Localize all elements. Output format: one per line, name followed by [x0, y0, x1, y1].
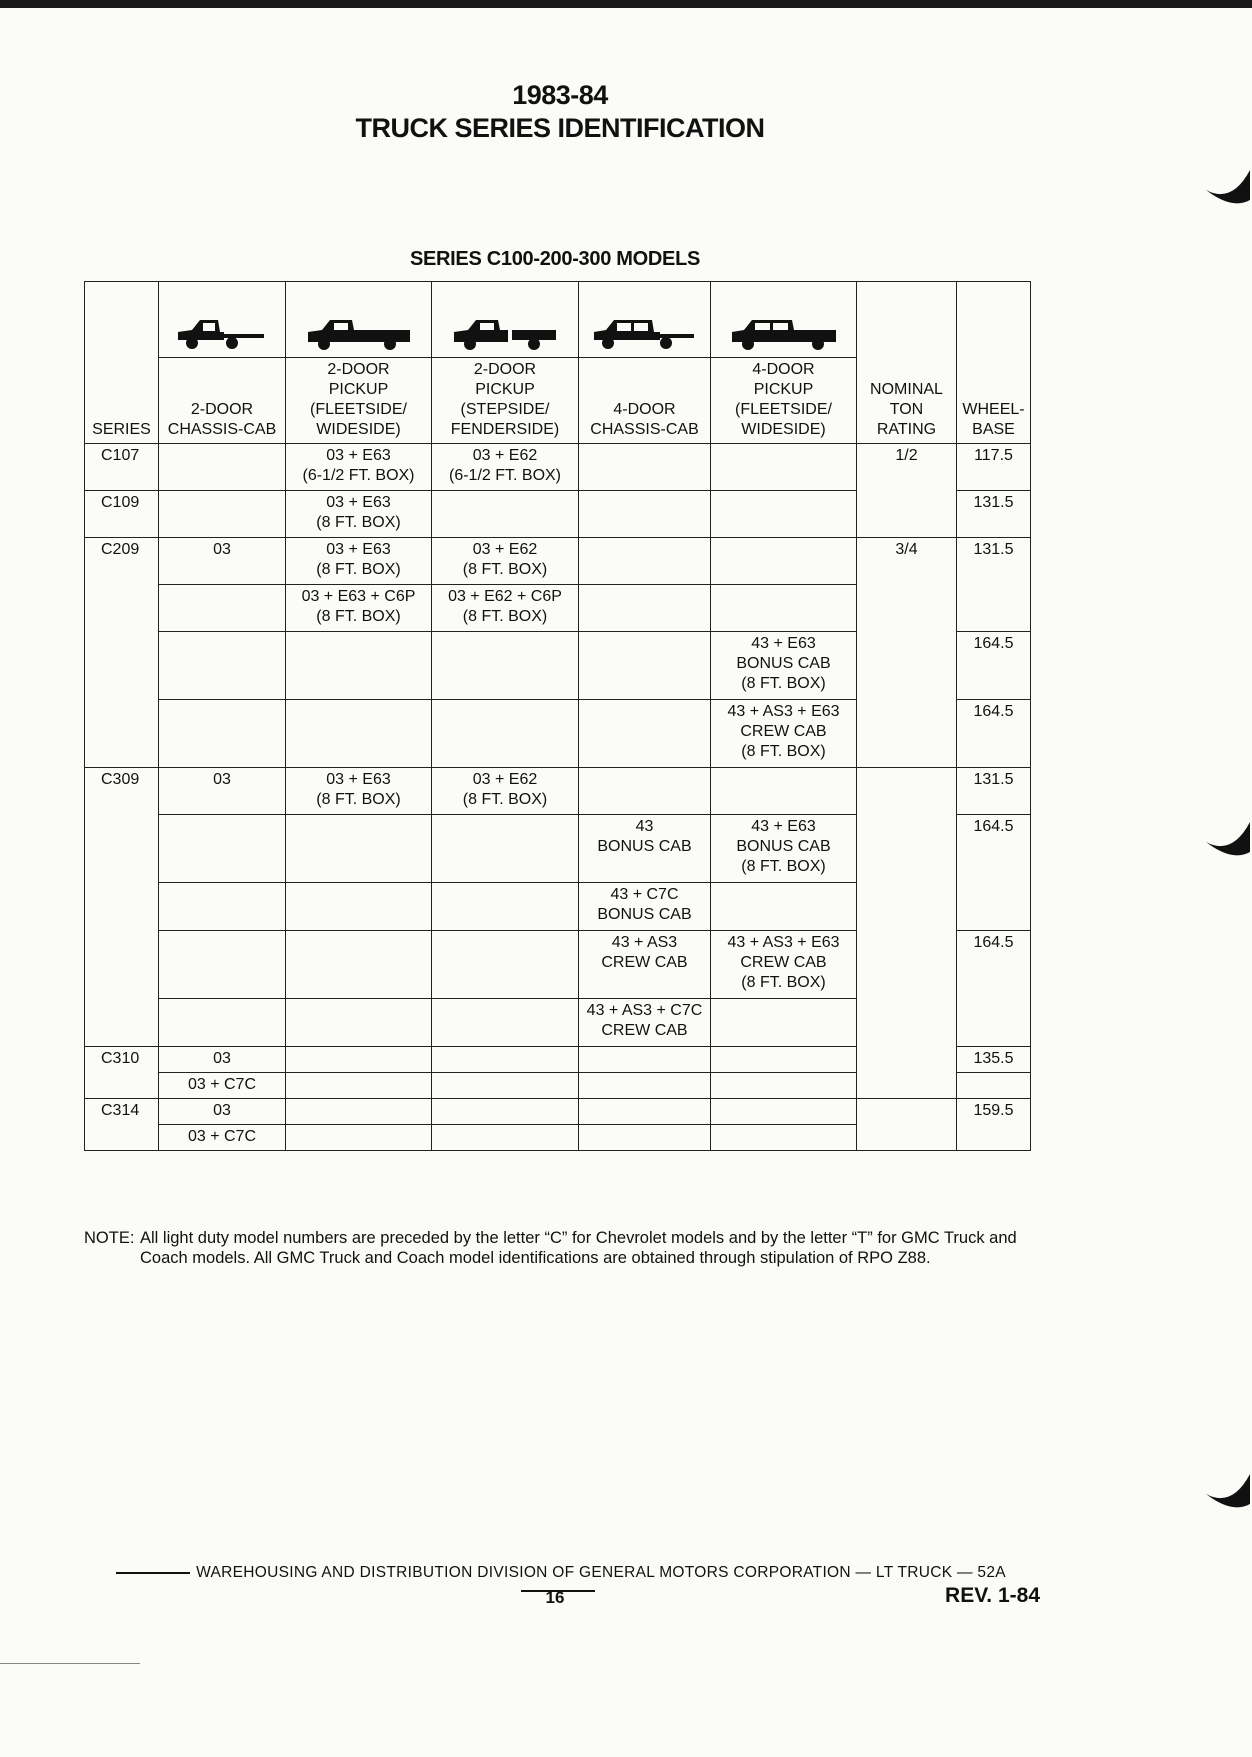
page-title: TRUCK SERIES IDENTIFICATION: [355, 113, 765, 143]
table-cell: [579, 1047, 711, 1073]
wheelbase-cell: 131.5: [957, 768, 1031, 815]
col-icon-cell: [711, 282, 857, 358]
ton-rating-cell: 3/4: [857, 538, 957, 768]
table-cell: 43 + AS3 CREW CAB: [579, 931, 711, 999]
ton-rating-cell: 1/2: [857, 444, 957, 538]
table-cell: [711, 538, 857, 585]
series-cell: C209: [85, 538, 159, 768]
table-cell: [159, 931, 286, 999]
note-label: NOTE:: [84, 1229, 135, 1247]
table-cell: 03 + E63 (6-1/2 FT. BOX): [286, 444, 432, 491]
series-cell: C107: [85, 444, 159, 491]
column-header: 2-DOOR PICKUP (STEPSIDE/ FENDERSIDE): [432, 358, 579, 444]
table-cell: [432, 1125, 579, 1151]
table-cell: 43 + AS3 + E63 CREW CAB (8 FT. BOX): [711, 700, 857, 768]
table-cell: 03 + E62 (6-1/2 FT. BOX): [432, 444, 579, 491]
table-cell: [711, 1047, 857, 1073]
table-cell: [579, 1073, 711, 1099]
table-cell: [159, 491, 286, 538]
table-cell: [286, 931, 432, 999]
table-cell: [432, 883, 579, 931]
table-cell: [432, 815, 579, 883]
table-cell: [159, 585, 286, 632]
table-cell: [286, 1125, 432, 1151]
table-cell: [579, 700, 711, 768]
table-cell: 03: [159, 1047, 286, 1073]
col-icon-cell: [286, 282, 432, 358]
wheelbase-cell: 131.5: [957, 538, 1031, 632]
column-header: 2-DOOR PICKUP (FLEETSIDE/ WIDESIDE): [286, 358, 432, 444]
col-icon-cell: [159, 282, 286, 358]
4-door-chassis-cab-icon: [590, 314, 700, 354]
table-cell: [159, 444, 286, 491]
col-icon-cell: [579, 282, 711, 358]
table-cell: [711, 585, 857, 632]
table-cell: [286, 700, 432, 768]
table-cell: [432, 1099, 579, 1125]
wheelbase-cell: 164.5: [957, 931, 1031, 1047]
table-cell: [711, 999, 857, 1047]
table-cell: [286, 1073, 432, 1099]
table-cell: 43 + E63 BONUS CAB (8 FT. BOX): [711, 815, 857, 883]
table-cell: 03 + E63 (8 FT. BOX): [286, 768, 432, 815]
revision-label: REV. 1-84: [945, 1584, 1040, 1607]
table-cell: [432, 1047, 579, 1073]
table-cell: [579, 444, 711, 491]
table-row: [85, 444, 1031, 491]
2-door-pickup-fleetside-icon: [304, 314, 414, 354]
table-row: [85, 768, 1031, 815]
col-icon-cell: [432, 282, 579, 358]
table-cell: [286, 883, 432, 931]
column-header: 2-DOOR CHASSIS-CAB: [159, 358, 286, 444]
series-cell: C310: [85, 1047, 159, 1099]
column-header: 4-DOOR CHASSIS-CAB: [579, 358, 711, 444]
note-paragraph: [84, 1228, 1020, 1268]
wheelbase-cell: 164.5: [957, 632, 1031, 700]
table-cell: 03 + E63 (8 FT. BOX): [286, 491, 432, 538]
table-cell: [711, 1125, 857, 1151]
table-cell: 03 + E62 (8 FT. BOX): [432, 768, 579, 815]
table-cell: 03 + E62 + C6P (8 FT. BOX): [432, 585, 579, 632]
table-cell: 03 + C7C: [159, 1073, 286, 1099]
table-cell: [711, 491, 857, 538]
table-cell: [579, 1099, 711, 1125]
table-cell: [286, 815, 432, 883]
ton-rating-cell: [857, 1099, 957, 1151]
2-door-pickup-stepside-icon: [450, 314, 560, 354]
table-cell: 43 + AS3 + C7C CREW CAB: [579, 999, 711, 1047]
series-table: [84, 281, 1031, 1151]
table-cell: [579, 1125, 711, 1151]
series-cell: C109: [85, 491, 159, 538]
footer-text: WAREHOUSING AND DISTRIBUTION DIVISION OF GENERAL MOTORS CORPORATION — LT TRUCK — 52A: [196, 1564, 1006, 1581]
wheelbase-cell: 135.5: [957, 1047, 1031, 1073]
wheelbase-cell: 131.5: [957, 491, 1031, 538]
table-cell: [286, 999, 432, 1047]
table-cell: [711, 444, 857, 491]
table-cell: [286, 632, 432, 700]
table-cell: [432, 999, 579, 1047]
table-cell: 03: [159, 1099, 286, 1125]
footer-rule-left: [116, 1572, 190, 1574]
page-number: 16: [545, 1588, 565, 1607]
table-cell: [579, 632, 711, 700]
table-cell: [579, 491, 711, 538]
wheelbase-cell: 164.5: [957, 700, 1031, 768]
table-cell: 03: [159, 768, 286, 815]
table-cell: 43 + C7C BONUS CAB: [579, 883, 711, 931]
table-cell: [159, 632, 286, 700]
wheelbase-header: WHEEL- BASE: [957, 282, 1031, 444]
table-cell: [579, 585, 711, 632]
column-header: 4-DOOR PICKUP (FLEETSIDE/ WIDESIDE): [711, 358, 857, 444]
binder-hole-icon: [1192, 170, 1252, 208]
ton-rating-header: NOMINAL TON RATING: [857, 282, 957, 444]
table-title: SERIES C100-200-300 MODELS: [409, 248, 701, 270]
2-door-chassis-cab-icon: [174, 314, 270, 354]
wheelbase-cell: 159.5: [957, 1099, 1031, 1151]
table-cell: [159, 883, 286, 931]
table-row: [85, 1099, 1031, 1125]
wheelbase-cell: 164.5: [957, 815, 1031, 931]
table-cell: [159, 815, 286, 883]
table-row: [85, 538, 1031, 585]
table-cell: [711, 883, 857, 931]
table-cell: 03 + E63 (8 FT. BOX): [286, 538, 432, 585]
table-cell: [711, 1099, 857, 1125]
table-cell: 43 BONUS CAB: [579, 815, 711, 883]
table-cell: [579, 538, 711, 585]
table-cell: [711, 1073, 857, 1099]
table-cell: [432, 1073, 579, 1099]
table-cell: 03 + E63 + C6P (8 FT. BOX): [286, 585, 432, 632]
4-door-pickup-icon: [728, 314, 840, 354]
table-cell: [711, 768, 857, 815]
wheelbase-cell: [957, 1073, 1031, 1099]
table-cell: [286, 1099, 432, 1125]
table-cell: [432, 491, 579, 538]
table-cell: [432, 700, 579, 768]
table-cell: 43 + AS3 + E63 CREW CAB (8 FT. BOX): [711, 931, 857, 999]
table-cell: [432, 632, 579, 700]
top-edge-bar: [0, 0, 1252, 8]
table-cell: [579, 768, 711, 815]
table-cell: [159, 700, 286, 768]
series-header: SERIES: [85, 282, 159, 444]
wheelbase-cell: 117.5: [957, 444, 1031, 491]
series-cell: C309: [85, 768, 159, 1047]
binder-hole-icon: [1192, 822, 1252, 860]
binder-hole-icon: [1192, 1474, 1252, 1512]
page-year: 1983-84: [512, 80, 608, 110]
bottom-scan-line: [0, 1663, 140, 1664]
table-cell: 03 + E62 (8 FT. BOX): [432, 538, 579, 585]
table-cell: 03 + C7C: [159, 1125, 286, 1151]
table-cell: [159, 999, 286, 1047]
table-cell: [432, 931, 579, 999]
table-cell: 03: [159, 538, 286, 585]
table-cell: 43 + E63 BONUS CAB (8 FT. BOX): [711, 632, 857, 700]
ton-rating-cell: [857, 768, 957, 1099]
series-cell: C314: [85, 1099, 159, 1151]
note-text: All light duty model numbers are preceded by the letter “C” for Chevrolet models and by the letter “T” for GMC Truck and Coach models. All GMC Truck and Coach model identifications are obtained through stipulation of RPO Z88.: [140, 1229, 1017, 1267]
table-cell: [286, 1047, 432, 1073]
icon-row: [85, 282, 1031, 358]
